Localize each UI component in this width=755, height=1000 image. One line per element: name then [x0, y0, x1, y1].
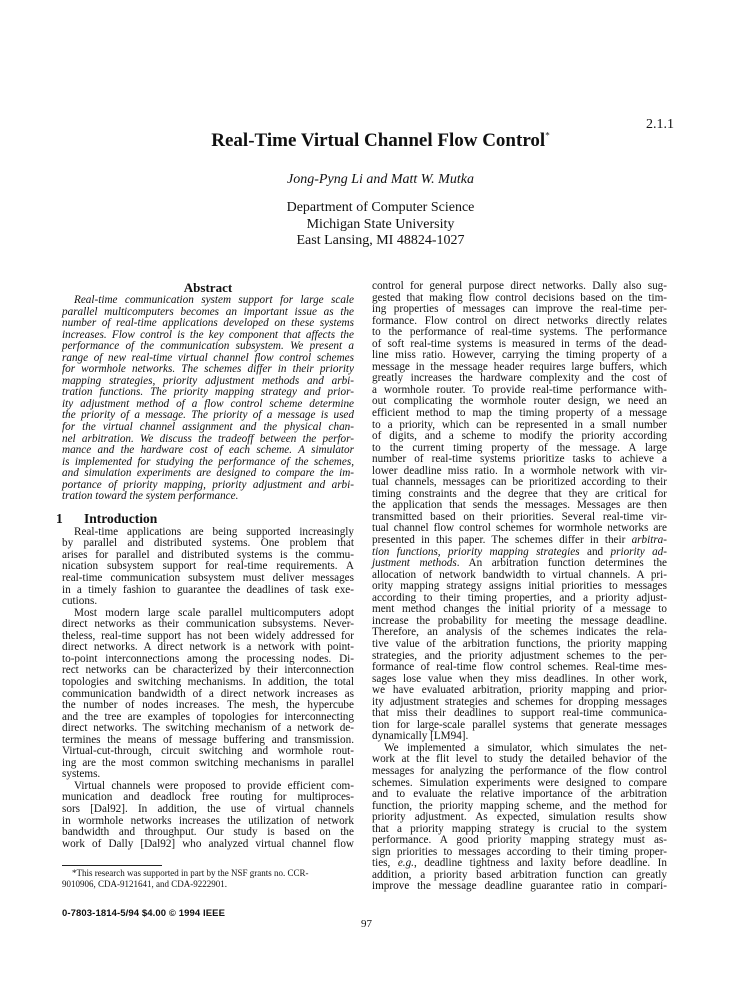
- italic-term: tion functions, priority mapping strategies: [372, 545, 580, 558]
- text-line: rect networks can be characterized by their interconnection: [62, 664, 354, 677]
- text-span: . An arbitration function determines the: [456, 557, 668, 570]
- text-line: direct networks. A direct network is a network with point-: [62, 641, 354, 654]
- text-line: topologies and switching mechanisms. In addition, the total: [62, 675, 354, 688]
- text-line: timing constraints and the degree that they are critical for: [372, 487, 667, 500]
- text-span: and: [579, 545, 611, 558]
- text-span: presented in this paper. The schemes differ in their: [372, 534, 632, 547]
- authors: Jong-Pyng Li and Matt W. Mutka: [287, 172, 474, 187]
- text-line: ity adjustment strategies and schemes for dropping messages: [372, 695, 667, 708]
- text-line: work at the flit level to study the detailed behavior of the: [372, 753, 667, 766]
- paragraph: [372, 281, 667, 743]
- text-line: for the virtual channel assignment and the physical chan-: [62, 421, 354, 434]
- text-line: number of real-time applications developed on these systems: [62, 317, 354, 330]
- text-line: tration toward the system performance.: [62, 490, 239, 503]
- text-line: performance. A good priority mapping strategy must as-: [372, 834, 667, 847]
- text-line: portance of priority mapping, priority adjustment and arbi-: [62, 478, 354, 491]
- text-line: Real-time communication system support for large scale: [74, 294, 354, 306]
- text-line: tual channels, messages can be prioritized according to their: [372, 476, 667, 489]
- text-line: tion for large-scale parallel systems that generate messages: [372, 718, 667, 731]
- paper-title: [0, 130, 755, 152]
- italic-term: justment methods: [372, 557, 457, 570]
- text-line: Virtual-cut-through, circuit switching and wormhole rout-: [62, 745, 354, 758]
- footnote: [62, 868, 352, 890]
- text-line: and to evaluate the relative importance of the arbitration: [372, 788, 667, 801]
- text-line: bandwidth and throughput. Our study is based on the: [62, 826, 354, 839]
- text-line: Most modern large scale parallel multicomputers adopt: [74, 606, 354, 619]
- text-line: lower deadline miss ratio. In a wormhole network with vir-: [372, 464, 667, 477]
- affiliation-line: Department of Computer Science: [286, 200, 475, 215]
- text-line: nel arbitration. We discuss the tradeoff between the perfor-: [62, 432, 354, 445]
- text-span: , deadline tightness and laxity before deadline. In: [413, 857, 667, 870]
- title-text: Real-Time Virtual Channel Flow Control: [211, 130, 546, 151]
- section-title: Introduction: [84, 510, 158, 526]
- text-line: the application that sends the messages. Messages are then: [372, 499, 667, 512]
- text-line: by parallel and distributed systems. One problem that: [62, 537, 354, 550]
- text-line: increase the probability for meeting the message deadline.: [372, 614, 667, 627]
- page-number: 97: [361, 918, 372, 930]
- text-line: tive value of the arbitration functions, the priority mapping: [372, 637, 667, 650]
- text-line: direct networks as their communication subsystems. Never-: [62, 618, 354, 631]
- affiliation: [0, 200, 755, 250]
- text-line: ment method changes the initial priority of a message to: [372, 603, 667, 616]
- text-line: range of new real-time virtual channel flow control schemes: [62, 351, 354, 364]
- text-line: munication and deadlock free routing for multiproces-: [62, 791, 354, 804]
- left-column: [56, 280, 354, 850]
- text-line: is implemented for studying the performance of the schemes,: [62, 455, 354, 468]
- text-line: formance. Flow control on direct networks directly relates: [372, 314, 667, 327]
- text-line: allocation of network bandwidth to virtual channels. A pri-: [372, 568, 667, 581]
- text-line: addition, a priority based arbitration function can greatly: [372, 868, 667, 881]
- text-line: number of real-time systems prioritize tasks to achieve a: [372, 453, 667, 466]
- text-line: ing properties of messages can improve the real-time per-: [372, 303, 667, 316]
- text-line: sages lose value when they miss deadlines. In other work,: [372, 672, 667, 685]
- text-line: message in the message header requires large buffers, which: [372, 360, 667, 373]
- text-line: and simulation experiments are designed to compare the im-: [62, 467, 354, 480]
- text-line: of digits, and a scheme to modify the priority according: [372, 430, 667, 443]
- text-line: to the current timing property of the message. A large: [372, 441, 667, 454]
- text-line: of soft real-time systems is measured in terms of the dead-: [372, 337, 667, 350]
- text-line: priority adjustment. As expected, simulation results show: [372, 811, 667, 824]
- text-line: the number of nodes increases. The mesh, the hypercube: [62, 699, 354, 712]
- text-line: tration functions. The priority mapping strategy and prior-: [62, 386, 354, 399]
- text-line: that miss their deadlines to support real-time communica-: [372, 707, 667, 720]
- paragraph: [372, 743, 667, 893]
- text-line: we have evaluated arbitration, priority mapping and prior-: [372, 684, 667, 697]
- text-line: ing are the most common switching mechanisms in parallel: [62, 756, 354, 769]
- text-line: sign priorities to messages according to their timing proper-: [372, 845, 667, 858]
- text-line: tual channel flow control schemes for wormhole networks are: [372, 522, 667, 535]
- abstract: [62, 281, 354, 503]
- text-line: cutions.: [62, 595, 98, 608]
- text-line: in wormhole networks increases the utilization of network: [62, 814, 354, 827]
- text-line: messages for analyzing the performance of the flow control: [372, 764, 667, 777]
- text-line: strategies, and the priority adjustment schemes to the per-: [372, 649, 667, 662]
- italic-term: arbitra-: [631, 534, 667, 547]
- text-line: Real-time applications are being supported increasingly: [74, 525, 354, 538]
- text-line: control for general purpose direct networks. Dally also sug-: [372, 280, 667, 292]
- text-line: communication bandwidth of a direct network increases as: [62, 687, 354, 700]
- text-line: schemes. Simulation experiments were designed to compare: [372, 776, 667, 789]
- text-line: Therefore, an analysis of the schemes indicates the rela-: [372, 626, 667, 639]
- section-number: 2.1.1: [646, 117, 674, 132]
- text-line: greatly increases the hardware complexity and the cost of: [372, 372, 667, 385]
- text-line: termines the means of message buffering and transmission.: [62, 733, 354, 746]
- text-line: the priority of a message. The priority of a message is used: [62, 409, 354, 422]
- text-line: improve the message deadline guarantee ratio in compari-: [372, 880, 667, 893]
- text-line: and the tree are examples of topologies for interconnecting: [62, 710, 354, 723]
- text-line: line miss ratio. However, carrying the timing property of a: [372, 349, 667, 362]
- text-line: efficient method to map the timing property of a message: [372, 407, 667, 420]
- text-line: [372, 558, 667, 570]
- text-line: systems.: [62, 768, 101, 781]
- text-line: real-time communication subsystem must deliver messages: [62, 572, 354, 585]
- footnote-line: *This research was supported in part by the NSF grants no. CCR-: [72, 868, 309, 878]
- paragraph: [62, 781, 354, 850]
- text-line: transmitted based on their priorities. Several real-time vir-: [372, 510, 667, 523]
- text-line: increases. Flow control is the key component that affects the: [62, 328, 354, 341]
- text-line: formance of real-time flow control schemes. Real-time mes-: [372, 661, 667, 674]
- text-line: in a timely fashion to guarantee the deadlines of task exe-: [62, 583, 354, 596]
- text-line: We implemented a simulator, which simulates the net-: [384, 741, 667, 754]
- text-line: to-point interconnections among the processing nodes. Di-: [62, 652, 354, 665]
- text-line: mance and the hardware cost of each scheme. A simulator: [62, 444, 354, 457]
- text-line: theless, real-time support has not been widely addressed for: [62, 629, 354, 642]
- text-line: direct networks. The switching mechanism of a network de-: [62, 722, 354, 735]
- text-line: a wormhole router. To provide real-time performance with-: [372, 383, 667, 396]
- paragraph: [62, 608, 354, 781]
- text-line: work of Dally [Dal92] who analyzed virtual channel flow: [62, 837, 354, 850]
- text-line: to a priority, which can be represented in a small number: [372, 418, 667, 431]
- italic-term: priority ad-: [610, 545, 667, 558]
- text-line: mapping strategies, priority adjustment methods and arbi-: [62, 374, 354, 387]
- affiliation-line: East Lansing, MI 48824-1027: [296, 233, 465, 248]
- text-line: parallel multicomputers becomes an important issue as the: [62, 305, 354, 318]
- text-line: sors [Dal92]. In addition, the use of virtual channels: [62, 802, 354, 815]
- text-line: gested that making flow control decisions based on the tim-: [372, 291, 667, 304]
- text-line: out complicating the wormhole router design, we need an: [372, 395, 667, 408]
- text-line: according to their timing properties, and a priority adjust-: [372, 591, 667, 604]
- text-line: nication subsystem support for real-time requirements. A: [62, 560, 354, 573]
- text-line: ority mapping strategy assigns initial priorities to messages: [372, 580, 667, 593]
- text-line: that a priority mapping strategy is crucial to the system: [372, 822, 667, 835]
- right-column: [372, 281, 667, 893]
- footnote-mark: *: [545, 130, 550, 141]
- text-line: to the performance of real-time systems. The performance: [372, 326, 667, 339]
- text-line: for wormhole networks. The schemes differ in their priority: [62, 363, 354, 376]
- footnote-divider: [62, 865, 162, 866]
- abstract-heading: Abstract: [183, 280, 233, 295]
- italic-term: e.g.: [397, 857, 414, 870]
- text-line: arises for parallel and distributed systems is the commu-: [62, 548, 354, 561]
- footnote-line: 9010906, CDA-9121641, and CDA-9222901.: [62, 879, 227, 889]
- copyright-notice: 0-7803-1814-5/94 $4.00 © 1994 IEEE: [62, 908, 226, 919]
- text-line: function, the priority mapping scheme, and the method for: [372, 799, 667, 812]
- section-heading-introduction: [56, 511, 354, 527]
- text-span: ties,: [372, 857, 398, 870]
- paragraph: [62, 527, 354, 608]
- text-line: Virtual channels were proposed to provide efficient com-: [74, 779, 354, 792]
- text-line: performance of the communication subsystem. We present a: [62, 340, 354, 353]
- affiliation-line: Michigan State University: [306, 216, 455, 232]
- text-line: dynamically [LM94].: [372, 730, 469, 743]
- text-line: ity adjustment method of a flow control scheme determine: [62, 397, 354, 410]
- section-number: 1: [56, 510, 63, 526]
